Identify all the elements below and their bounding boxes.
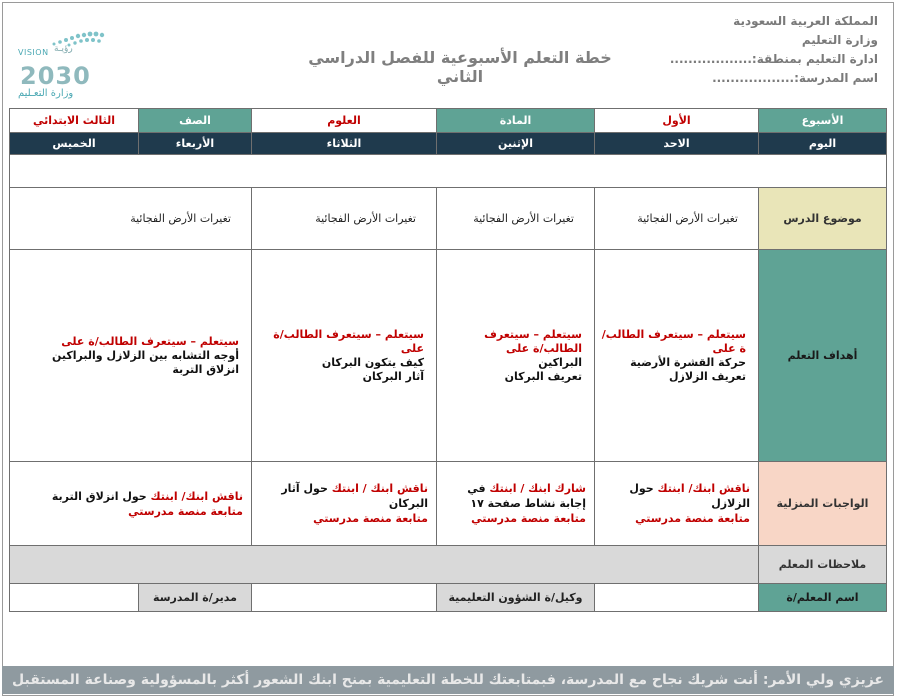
logo-ministry: وزارة التعـليم <box>18 88 74 99</box>
goal-item: انزلاق التربة <box>172 362 239 376</box>
principal-field[interactable] <box>10 584 139 612</box>
homework-label: الواجبات المنزلية <box>759 462 887 546</box>
homework-wednesday <box>10 462 252 546</box>
homework-platform: متابعة منصة مدرستي <box>313 512 428 525</box>
subject-value: العلوم <box>252 109 437 133</box>
homework-prefix: شارك ابنك / ابنتك <box>489 482 586 495</box>
goals-intro: سيتعلم – سيتعرف الطالب/ة على <box>273 327 424 355</box>
goals-intro: سيتعلم – سيتعرف الطالب/ة على <box>61 334 239 348</box>
day-tuesday: الثلاثاء <box>252 133 437 155</box>
days-row <box>10 133 887 155</box>
logo-vision-ar: رؤيـة <box>54 44 73 54</box>
goal-item: تعريف البركان <box>504 369 582 383</box>
homework-platform: متابعة منصة مدرستي <box>128 504 243 518</box>
deputy-label: وكيل/ة الشؤون التعليمية <box>437 584 595 612</box>
weekly-plan-table <box>9 108 887 612</box>
homework-tuesday <box>252 462 437 546</box>
topic-tuesday: تغيرات الأرض الفجائية <box>252 188 437 250</box>
teacher-name-label: اسم المعلم/ة <box>759 584 887 612</box>
topic-label: موضوع الدرس <box>759 188 887 250</box>
goals-tuesday <box>252 250 437 462</box>
day-label: اليوم <box>759 133 887 155</box>
grade-label: الصف <box>139 109 252 133</box>
goals-row <box>10 250 887 462</box>
homework-platform: متابعة منصة مدرستي <box>635 512 750 525</box>
logo-vision-text: VISION <box>18 48 49 57</box>
homework-prefix: ناقش ابنك/ ابنتك <box>150 489 243 503</box>
topic-monday: تغيرات الأرض الفجائية <box>437 188 595 250</box>
homework-prefix: ناقش ابنك / ابنتك <box>331 482 428 495</box>
day-sunday: الاحد <box>595 133 759 155</box>
topic-sunday: تغيرات الأرض الفجائية <box>595 188 759 250</box>
kingdom-label: المملكة العربية السعودية <box>733 14 878 28</box>
notes-label: ملاحظات المعلم <box>759 546 887 584</box>
page-title: خطة التعلم الأسبوعية للفصل الدراسي الثاني <box>308 48 612 86</box>
goals-intro: سيتعلم – سيتعرف الطالب/ة على <box>601 327 746 355</box>
ministry-label: وزارة التعليم <box>801 33 878 47</box>
parent-message-footer: عزيزي ولي الأمر: أنت شريك نجاح مع المدرسة، فبمتابعتك للخطة التعليمية بمنح ابنك الشعور أكثر بالمسؤولية وصناعة المستقبل <box>2 666 894 694</box>
homework-monday <box>437 462 595 546</box>
region-field: ادارة التعليم بمنطقة:.................. <box>669 52 878 66</box>
principal-label: مدير/ة المدرسة <box>139 584 252 612</box>
goals-sunday <box>595 250 759 462</box>
spacer-row <box>10 155 887 188</box>
header-info <box>669 12 878 88</box>
goal-item: البراكين <box>538 355 582 369</box>
vision-2030-logo <box>14 28 114 98</box>
goal-item: تعريف الزلازل <box>668 369 746 383</box>
logo-year: 2030 <box>20 62 91 90</box>
subject-label: المادة <box>437 109 595 133</box>
day-thursday: الخميس <box>10 133 139 155</box>
goals-label: أهداف التعلم <box>759 250 887 462</box>
homework-text: في إجابة نشاط صفحة ١٧ <box>467 482 586 510</box>
goal-item: أوجه التشابه بين الزلازل والبراكين <box>52 348 239 362</box>
day-monday: الإثنين <box>437 133 595 155</box>
topic-wednesday: تغيرات الأرض الفجائية <box>10 188 252 250</box>
topic-row <box>10 188 887 250</box>
homework-text: حول انزلاق التربة <box>51 489 151 503</box>
school-field: اسم المدرسة:.................. <box>712 71 878 85</box>
goals-intro: سيتعلم – سيتعرف الطالب/ة على <box>484 327 582 355</box>
homework-sunday <box>595 462 759 546</box>
goals-wednesday <box>10 250 252 462</box>
week-label: الأسبوع <box>759 109 887 133</box>
homework-prefix: ناقش ابنك/ ابنتك <box>657 482 750 495</box>
week-value: الأول <box>595 109 759 133</box>
goal-item: حركة القشرة الأرضية <box>630 355 746 369</box>
homework-row <box>10 462 887 546</box>
goal-item: آثار البركان <box>362 369 424 383</box>
notes-row <box>10 546 887 584</box>
goal-item: كيف يتكون البركان <box>321 355 424 369</box>
day-wednesday: الأربعاء <box>139 133 252 155</box>
grade-value: الثالث الابتدائي <box>10 109 139 133</box>
deputy-field[interactable] <box>252 584 437 612</box>
homework-text: حول الزلازل <box>629 482 750 510</box>
teacher-name-field[interactable] <box>595 584 759 612</box>
goals-monday <box>437 250 595 462</box>
notes-field[interactable] <box>10 546 759 584</box>
homework-text: حول آثار البركان <box>281 482 428 510</box>
info-row <box>10 109 887 133</box>
signature-row <box>10 584 887 612</box>
homework-platform: متابعة منصة مدرستي <box>471 512 586 525</box>
